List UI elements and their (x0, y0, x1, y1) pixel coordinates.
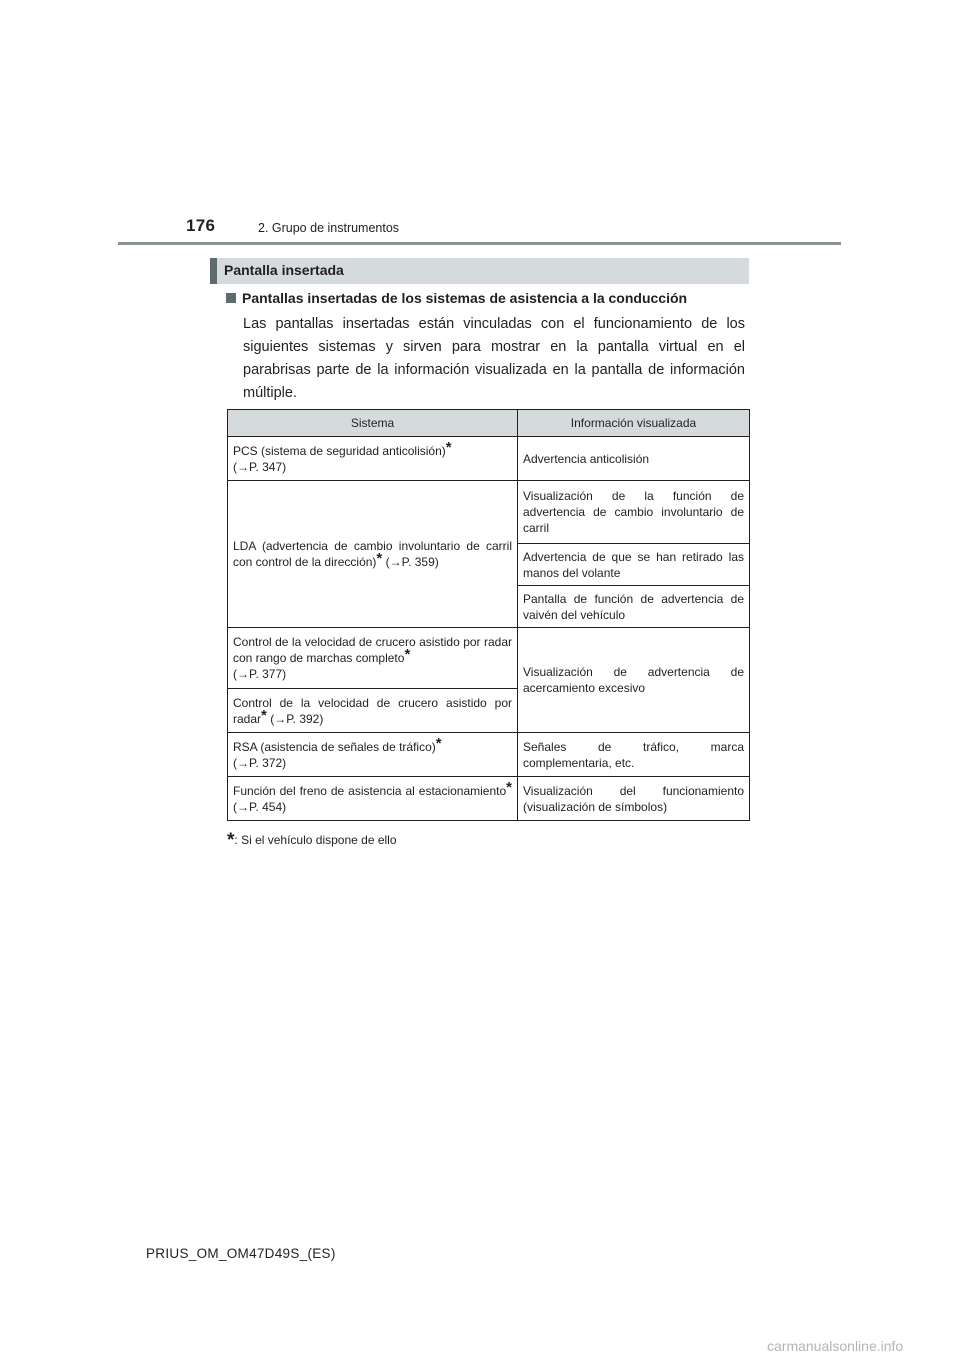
footnote (227, 830, 397, 851)
table-header-row (228, 410, 750, 437)
system-cell (228, 777, 518, 821)
page-reference: (→P. 454) (233, 799, 287, 814)
table-row (228, 628, 750, 689)
page-reference: (→P. 359) (385, 555, 439, 569)
system-name: Control de la velocidad de crucero asistido por radar (233, 695, 512, 726)
column-header-system: Sistema (228, 410, 518, 437)
info-cell: Visualización del funcionamiento (visualización de símbolos) (518, 777, 750, 821)
footnote-star: * (435, 734, 442, 752)
footnote-star: * (227, 830, 235, 851)
system-cell (228, 628, 518, 689)
section-accent (210, 258, 217, 284)
system-cell (228, 689, 518, 733)
page-number: 176 (186, 216, 216, 235)
chapter-title: 2. Grupo de instrumentos (258, 221, 400, 235)
header-rule (118, 242, 841, 245)
info-cell: Advertencia anticolisión (518, 437, 750, 481)
section-title: Pantalla insertada (224, 262, 344, 278)
system-cell (228, 437, 518, 481)
system-name: Control de la velocidad de crucero asistido por radar con rango de marchas completo (233, 635, 512, 665)
footnote-star: * (404, 646, 411, 663)
footnote-star: * (445, 438, 452, 456)
table-row (228, 777, 750, 821)
page-reference: (→P. 377) (233, 667, 287, 681)
system-cell (228, 733, 518, 777)
square-bullet-icon (226, 293, 236, 303)
system-name: RSA (asistencia de señales de tráfico) (233, 739, 436, 754)
section-heading-bar (210, 258, 749, 284)
table-row (228, 733, 750, 777)
footnote-star: * (376, 550, 383, 567)
info-cell: Pantalla de función de advertencia de vaivén del vehículo (518, 586, 750, 628)
watermark: carmanualsonline.info (767, 1338, 904, 1354)
intro-paragraph: Las pantallas insertadas están vinculadas con el funcionamiento de los siguientes sistemas y sirven para mostrar en la pantalla virtual en el parabrisas parte de la información visualizada en la pantalla de información múltiple. (243, 316, 745, 401)
footnote-star: * (506, 778, 512, 796)
subheading (226, 290, 766, 306)
document-code: PRIUS_OM_OM47D49S_(ES) (146, 1246, 336, 1261)
system-cell (228, 481, 518, 628)
table-row (228, 481, 750, 544)
subheading-text: Pantallas insertadas de los sistemas de asistencia a la conducción (242, 290, 688, 306)
column-header-info: Información visualizada (518, 410, 750, 437)
system-name: LDA (advertencia de cambio involuntario de carril con control de la dirección) (233, 539, 512, 569)
system-name: Función del freno de asistencia al estacionamiento (233, 783, 507, 798)
info-cell: Señales de tráfico, marca complementaria, etc. (518, 733, 750, 777)
system-name: PCS (sistema de seguridad anticolisión) (233, 443, 446, 458)
table-row (228, 437, 750, 481)
page-reference: (→P. 392) (270, 711, 324, 726)
info-cell: Visualización de advertencia de acercamiento excesivo (518, 628, 750, 733)
info-cell: Visualización de la función de advertencia de cambio involuntario de carril (518, 481, 750, 544)
info-cell: Advertencia de que se han retirado las manos del volante (518, 544, 750, 586)
footnote-text: : Si el vehículo dispone de ello (234, 833, 397, 847)
page-reference: (→P. 372) (233, 755, 287, 770)
page-reference: (→P. 347) (233, 459, 287, 474)
systems-table (227, 409, 750, 821)
footnote-star: * (261, 706, 267, 724)
